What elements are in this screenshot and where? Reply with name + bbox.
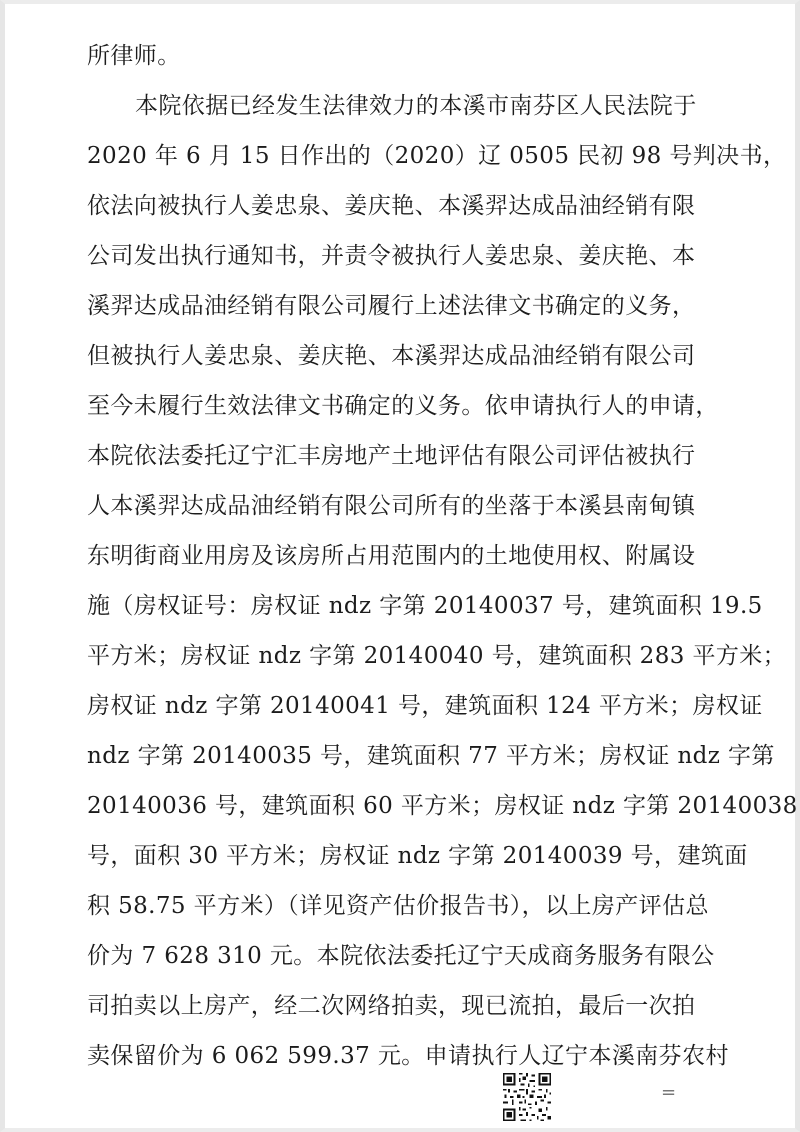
text-line: 东明街商业用房及该房所占用范围内的土地使用权、附属设 [87, 543, 696, 569]
text-line: 但被执行人姜忠泉、姜庆艳、本溪羿达成品油经销有限公司 [87, 343, 696, 369]
text-line: 平方米；房权证 ndz 字第 20140040 号，建筑面积 283 平方米； [87, 643, 787, 669]
text-line: 本院依据已经发生法律效力的本溪市南芬区人民法院于 [135, 93, 697, 119]
text-line: 司拍卖以上房产，经二次网络拍卖，现已流拍，最后一次拍 [87, 993, 696, 1019]
text-line: 本院依法委托辽宁汇丰房地产土地评估有限公司评估被执行 [87, 443, 696, 469]
text-line: 积 58.75 平方米）（详见资产估价报告书），以上房产评估总 [87, 893, 709, 919]
page-mark: = [661, 1082, 677, 1103]
text-line: 房权证 ndz 字第 20140041 号，建筑面积 124 平方米；房权证 [87, 693, 763, 719]
text-line: 人本溪羿达成品油经销有限公司所有的坐落于本溪县南甸镇 [87, 493, 696, 519]
text-line: 溪羿达成品油经销有限公司履行上述法律文书确定的义务， [87, 293, 696, 319]
text-line: 至今未履行生效法律文书确定的义务。依申请执行人的申请， [87, 393, 719, 419]
text-line: ndz 字第 20140035 号，建筑面积 77 平方米；房权证 ndz 字第 [87, 743, 775, 769]
text-line: 依法向被执行人姜忠泉、姜庆艳、本溪羿达成品油经销有限 [87, 193, 696, 219]
text-line: 卖保留价为 6 062 599.37 元。申请执行人辽宁本溪南芬农村 [87, 1043, 729, 1069]
text-line: 所律师。 [87, 43, 181, 69]
text-line: 2020 年 6 月 15 日作出的（2020）辽 0505 民初 98 号判决书， [87, 143, 787, 169]
text-line: 号，面积 30 平方米；房权证 ndz 字第 20140039 号，建筑面 [87, 843, 748, 869]
text-line: 施（房权证号：房权证 ndz 字第 20140037 号，建筑面积 19.5 [87, 593, 763, 619]
qr-code-icon [501, 1071, 553, 1123]
text-line: 20140036 号，建筑面积 60 平方米；房权证 ndz 字第 20140038 [87, 793, 798, 819]
text-line: 公司发出执行通知书，并责令被执行人姜忠泉、姜庆艳、本 [87, 243, 696, 269]
text-line: 价为 7 628 310 元。本院依法委托辽宁天成商务服务有限公 [87, 943, 715, 969]
